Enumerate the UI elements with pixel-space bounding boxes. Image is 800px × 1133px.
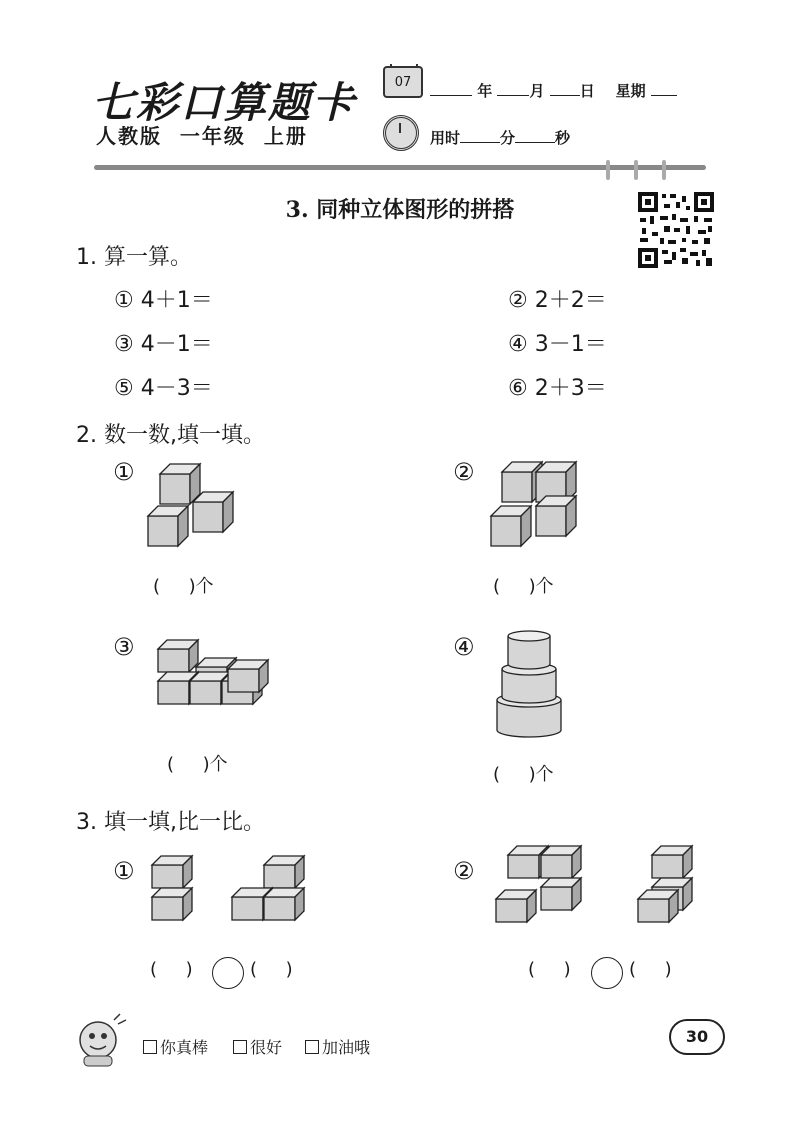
clock-icon	[383, 115, 419, 151]
time-line	[430, 127, 570, 148]
q3-heading: 3. 填一填,比一比。	[76, 810, 265, 835]
item-number: ②	[508, 288, 528, 313]
q1-item	[508, 283, 607, 314]
cube-figure-q3-1	[152, 856, 304, 920]
date-line	[430, 80, 677, 101]
q1-item	[508, 327, 607, 358]
figure-number: ②	[453, 458, 475, 486]
q1-item	[114, 371, 213, 402]
edition-label: 人教版 一年级 上册	[96, 124, 308, 148]
item-expression: 4－3＝	[140, 376, 213, 401]
qr-code[interactable]	[638, 192, 714, 268]
day-blank[interactable]	[550, 81, 580, 96]
lesson-title: 3. 同种立体图形的拼搭	[285, 197, 515, 223]
left-answer-blank[interactable]: ( )	[150, 959, 193, 980]
seconds-label: 秒	[555, 129, 571, 147]
ring-pin	[634, 160, 638, 180]
item-expression: 2＋2＝	[534, 288, 607, 313]
rating-label: 很好	[250, 1038, 283, 1057]
rating-option[interactable]	[305, 1035, 370, 1058]
item-number: ⑥	[508, 376, 528, 401]
rating-label: 你真棒	[160, 1038, 209, 1057]
rating-option[interactable]	[233, 1035, 282, 1058]
item-expression: 4－1＝	[140, 332, 213, 357]
rating-label: 加油哦	[322, 1038, 371, 1057]
header-divider	[94, 165, 706, 170]
month-label: 月	[529, 82, 545, 100]
answer-blank[interactable]: ( )个	[493, 576, 554, 597]
calendar-icon	[383, 66, 423, 98]
q2-heading: 2. 数一数,填一填。	[76, 423, 265, 448]
answer-blank[interactable]: ( )个	[153, 576, 214, 597]
page-number: 30	[669, 1019, 725, 1055]
cartoon-mascot-icon	[70, 1010, 130, 1070]
weekday-blank[interactable]	[651, 81, 677, 96]
figure-number: ①	[113, 458, 135, 486]
right-answer-blank[interactable]: ( )	[629, 959, 672, 980]
answer-blank[interactable]: ( )个	[493, 764, 554, 785]
cube-figure-3	[158, 640, 268, 704]
minutes-blank[interactable]	[460, 128, 500, 143]
cylinder-stack	[497, 631, 561, 737]
compare-circle[interactable]	[212, 957, 244, 989]
q1-heading: 1. 算一算。	[76, 245, 192, 270]
answer-blank[interactable]: ( )个	[167, 754, 228, 775]
checkbox[interactable]	[305, 1040, 319, 1054]
seconds-blank[interactable]	[515, 128, 555, 143]
compare-circle[interactable]	[591, 957, 623, 989]
rating-option[interactable]	[143, 1035, 208, 1058]
ring-pin	[606, 160, 610, 180]
calendar-day: 07	[394, 75, 412, 90]
item-number: ①	[114, 288, 134, 313]
q1-item	[508, 371, 607, 402]
left-answer-blank[interactable]: ( )	[528, 959, 571, 980]
year-label: 年	[477, 82, 493, 100]
item-number: ③	[114, 332, 134, 357]
weekday-label: 星期	[615, 82, 646, 100]
item-number: ④	[508, 332, 528, 357]
brand-title: 七彩口算题卡	[92, 78, 357, 127]
cube-figure-1	[148, 464, 233, 546]
q1-item	[114, 283, 213, 314]
time-used-label: 用时	[430, 129, 461, 147]
year-blank[interactable]	[430, 81, 472, 96]
cube-figure-2	[491, 462, 576, 546]
checkbox[interactable]	[143, 1040, 157, 1054]
minutes-label: 分	[500, 129, 516, 147]
checkbox[interactable]	[233, 1040, 247, 1054]
figure-number: ④	[453, 633, 475, 661]
month-blank[interactable]	[497, 81, 529, 96]
cube-figure-q3-2	[496, 846, 692, 922]
item-expression: 3－1＝	[534, 332, 607, 357]
day-label: 日	[579, 82, 595, 100]
figure-number: ①	[113, 857, 135, 885]
figure-number: ③	[113, 633, 135, 661]
item-number: ⑤	[114, 376, 134, 401]
q1-item	[114, 327, 213, 358]
item-expression: 2＋3＝	[534, 376, 607, 401]
ring-pin	[662, 160, 666, 180]
right-answer-blank[interactable]: ( )	[250, 959, 293, 980]
item-expression: 4＋1＝	[140, 288, 213, 313]
figure-number: ②	[453, 857, 475, 885]
